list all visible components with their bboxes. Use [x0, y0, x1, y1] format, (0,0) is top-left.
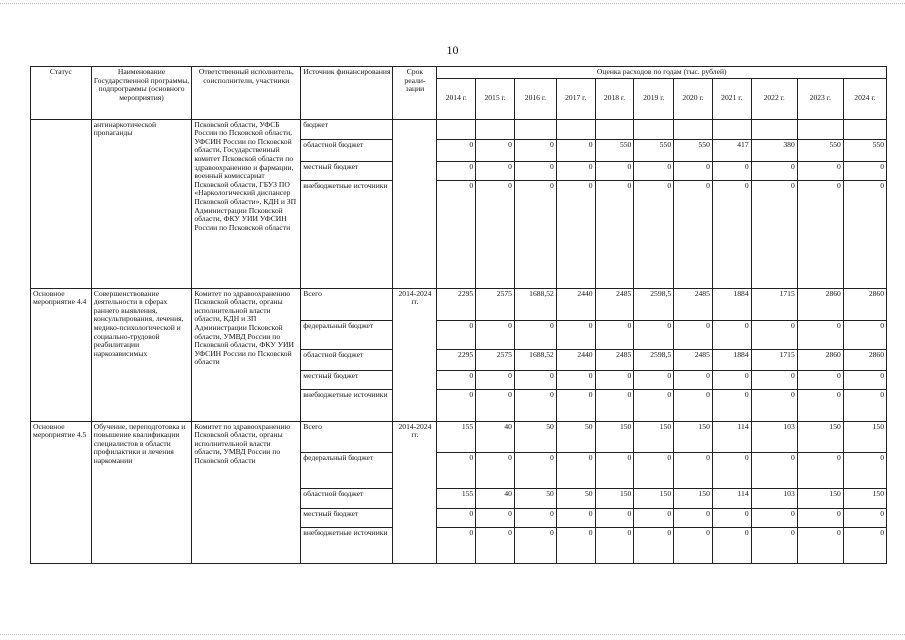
amount-cell: 0 — [674, 180, 713, 288]
amount-cell: 155 — [437, 421, 476, 452]
amount-cell — [595, 119, 634, 139]
amount-cell: 0 — [476, 180, 515, 288]
amount-cell: 150 — [843, 421, 886, 452]
amount-cell: 0 — [556, 139, 595, 161]
amount-cell: 155 — [437, 488, 476, 508]
header-year: 2018 г. — [595, 78, 634, 119]
amount-cell: 0 — [556, 452, 595, 488]
amount-cell: 0 — [843, 370, 886, 389]
amount-cell: 0 — [514, 180, 556, 288]
amount-cell: 1884 — [712, 288, 751, 320]
amount-cell: 0 — [437, 527, 476, 563]
amount-cell: 0 — [751, 370, 797, 389]
amount-cell: 0 — [843, 389, 886, 421]
header-year: 2019 г. — [634, 78, 674, 119]
amount-cell — [437, 119, 476, 139]
funding-source-cell: внебюджетные источники — [301, 527, 393, 563]
amount-cell: 50 — [514, 421, 556, 452]
term-cell: 2014-2024 гг. — [393, 288, 437, 421]
table-row — [31, 119, 887, 139]
amount-cell: 0 — [674, 389, 713, 421]
amount-cell: 0 — [476, 389, 515, 421]
amount-cell: 0 — [751, 389, 797, 421]
amount-cell: 0 — [674, 527, 713, 563]
funding-source-cell: бюджет — [301, 119, 393, 139]
amount-cell: 0 — [712, 370, 751, 389]
amount-cell: 0 — [595, 161, 634, 180]
scan-top-edge — [0, 3, 905, 4]
amount-cell: 0 — [437, 370, 476, 389]
amount-cell: 0 — [797, 452, 843, 488]
header-year: 2015 г. — [476, 78, 515, 119]
header-year: 2023 г. — [797, 78, 843, 119]
header-year: 2021 г. — [712, 78, 751, 119]
amount-cell: 0 — [712, 161, 751, 180]
amount-cell: 0 — [476, 139, 515, 161]
amount-cell: 1688,52 — [514, 349, 556, 370]
amount-cell: 0 — [476, 320, 515, 349]
amount-cell: 2860 — [797, 349, 843, 370]
amount-cell: 0 — [751, 527, 797, 563]
amount-cell — [674, 119, 713, 139]
amount-cell: 0 — [437, 139, 476, 161]
header-year: 2017 г. — [556, 78, 595, 119]
amount-cell: 0 — [634, 161, 674, 180]
amount-cell: 0 — [476, 370, 515, 389]
expenditure-table — [30, 66, 887, 564]
name-cell: антинаркотической пропаганды — [91, 119, 192, 288]
funding-source-cell: Всего — [301, 288, 393, 320]
funding-source-cell: федеральный бюджет — [301, 320, 393, 349]
amount-cell: 103 — [751, 488, 797, 508]
amount-cell: 0 — [437, 508, 476, 527]
amount-cell: 0 — [712, 527, 751, 563]
amount-cell — [556, 119, 595, 139]
amount-cell: 380 — [751, 139, 797, 161]
amount-cell: 0 — [843, 320, 886, 349]
amount-cell: 0 — [751, 320, 797, 349]
amount-cell: 2485 — [674, 288, 713, 320]
amount-cell — [712, 119, 751, 139]
amount-cell: 50 — [556, 421, 595, 452]
amount-cell: 0 — [674, 452, 713, 488]
amount-cell: 0 — [751, 161, 797, 180]
scan-bottom-edge — [0, 634, 905, 635]
header-year: 2024 г. — [843, 78, 886, 119]
funding-source-cell: местный бюджет — [301, 370, 393, 389]
amount-cell: 150 — [843, 488, 886, 508]
amount-cell: 0 — [634, 320, 674, 349]
amount-cell: 114 — [712, 421, 751, 452]
amount-cell: 2295 — [437, 288, 476, 320]
table-row — [31, 288, 887, 320]
responsible-cell: Комитет по здравоохранению Псковской области, органы исполнительной власти области, УМВД России по Псковской области — [192, 421, 301, 563]
funding-source-cell: внебюджетные источники — [301, 389, 393, 421]
header-status: Статус — [31, 67, 92, 120]
amount-cell: 0 — [514, 370, 556, 389]
header-name: Наименование Государственной программы, подпрограммы (основного мероприятия) — [91, 67, 192, 120]
amount-cell: 0 — [797, 370, 843, 389]
amount-cell: 0 — [476, 161, 515, 180]
amount-cell: 0 — [556, 180, 595, 288]
amount-cell: 0 — [674, 508, 713, 527]
amount-cell — [843, 119, 886, 139]
funding-source-cell: местный бюджет — [301, 508, 393, 527]
amount-cell: 0 — [634, 452, 674, 488]
responsible-cell: Псковской области, УФСБ России по Псковской области, УФСИН России по Псковской области, Государственный комитет Псковской области по здравоохранению и фармации, военный комиссариат Псковской области, ГБУЗ ПО «Наркологический диспансер Псковской области», КДН и ЗП Администрации Псковской области, ФКУ УИИ УФСИН России по Псковской области — [192, 119, 301, 288]
amount-cell: 0 — [751, 452, 797, 488]
amount-cell — [797, 119, 843, 139]
page-number: 10 — [446, 43, 459, 57]
amount-cell: 0 — [437, 389, 476, 421]
amount-cell: 0 — [514, 508, 556, 527]
amount-cell: 0 — [514, 452, 556, 488]
header-estimate: Оценка расходов по годам (тыс. рублей) — [437, 67, 887, 79]
amount-cell: 0 — [712, 452, 751, 488]
amount-cell: 0 — [712, 508, 751, 527]
amount-cell: 1715 — [751, 349, 797, 370]
funding-source-cell: федеральный бюджет — [301, 452, 393, 488]
status-cell: Основное мероприятие 4.4 — [31, 288, 92, 421]
amount-cell: 0 — [634, 508, 674, 527]
table-row — [31, 421, 887, 452]
amount-cell: 0 — [595, 452, 634, 488]
amount-cell: 150 — [595, 488, 634, 508]
amount-cell: 0 — [556, 527, 595, 563]
amount-cell: 2860 — [797, 288, 843, 320]
amount-cell: 150 — [674, 488, 713, 508]
amount-cell: 0 — [437, 180, 476, 288]
amount-cell: 2598,5 — [634, 349, 674, 370]
amount-cell: 0 — [476, 452, 515, 488]
amount-cell: 40 — [476, 488, 515, 508]
amount-cell: 0 — [556, 389, 595, 421]
amount-cell: 0 — [634, 389, 674, 421]
term-cell: 2014-2024 гг. — [393, 421, 437, 563]
amount-cell: 150 — [634, 421, 674, 452]
amount-cell: 550 — [674, 139, 713, 161]
amount-cell: 50 — [556, 488, 595, 508]
term-cell — [393, 119, 437, 288]
amount-cell: 2485 — [674, 349, 713, 370]
amount-cell: 150 — [797, 421, 843, 452]
funding-source-cell: областной бюджет — [301, 349, 393, 370]
amount-cell: 150 — [797, 488, 843, 508]
header-year: 2020 г. — [674, 78, 713, 119]
amount-cell: 2598,5 — [634, 288, 674, 320]
amount-cell: 103 — [751, 421, 797, 452]
amount-cell: 0 — [595, 527, 634, 563]
amount-cell: 0 — [797, 180, 843, 288]
amount-cell: 0 — [556, 161, 595, 180]
responsible-cell: Комитет по здравоохранению Псковской области, органы исполнительной власти области, КДН и ЗП Администрации Псковской области, УМВД России по Псковской области, ФКУ УИИ УФСИН России по Псковской области — [192, 288, 301, 421]
header-year: 2016 г. — [514, 78, 556, 119]
funding-source-cell: областной бюджет — [301, 488, 393, 508]
header-year: 2014 г. — [437, 78, 476, 119]
header-year: 2022 г. — [751, 78, 797, 119]
amount-cell: 550 — [843, 139, 886, 161]
amount-cell: 0 — [634, 180, 674, 288]
amount-cell: 150 — [595, 421, 634, 452]
amount-cell: 2860 — [843, 349, 886, 370]
amount-cell: 0 — [595, 508, 634, 527]
amount-cell: 0 — [476, 527, 515, 563]
amount-cell: 2485 — [595, 288, 634, 320]
amount-cell: 0 — [595, 180, 634, 288]
status-cell: Основное мероприятие 4.5 — [31, 421, 92, 563]
amount-cell: 0 — [556, 370, 595, 389]
amount-cell: 0 — [797, 161, 843, 180]
funding-source-cell: внебюджетные источники — [301, 180, 393, 288]
amount-cell: 0 — [437, 161, 476, 180]
amount-cell: 0 — [437, 452, 476, 488]
amount-cell: 0 — [437, 320, 476, 349]
amount-cell: 417 — [712, 139, 751, 161]
amount-cell: 2860 — [843, 288, 886, 320]
amount-cell: 50 — [514, 488, 556, 508]
amount-cell: 2440 — [556, 349, 595, 370]
amount-cell: 0 — [595, 389, 634, 421]
amount-cell: 2575 — [476, 288, 515, 320]
header-responsible: Ответственный исполнитель, соисполнители, участники — [192, 67, 301, 120]
amount-cell: 0 — [514, 527, 556, 563]
amount-cell: 0 — [843, 508, 886, 527]
amount-cell: 0 — [712, 180, 751, 288]
amount-cell: 0 — [712, 320, 751, 349]
amount-cell: 550 — [595, 139, 634, 161]
amount-cell: 1884 — [712, 349, 751, 370]
amount-cell: 0 — [634, 527, 674, 563]
amount-cell: 0 — [843, 161, 886, 180]
amount-cell — [514, 119, 556, 139]
amount-cell: 0 — [674, 161, 713, 180]
amount-cell: 2575 — [476, 349, 515, 370]
amount-cell: 0 — [514, 389, 556, 421]
name-cell: Обучение, переподготовка и повышение квалификации специалистов в области профилактики и лечения наркомании — [91, 421, 192, 563]
amount-cell — [634, 119, 674, 139]
amount-cell: 0 — [674, 320, 713, 349]
amount-cell: 0 — [476, 508, 515, 527]
amount-cell — [751, 119, 797, 139]
amount-cell: 1715 — [751, 288, 797, 320]
amount-cell: 550 — [797, 139, 843, 161]
amount-cell: 550 — [634, 139, 674, 161]
amount-cell: 0 — [634, 370, 674, 389]
funding-source-cell: местный бюджет — [301, 161, 393, 180]
header-term: Срок реали-зации — [393, 67, 437, 120]
amount-cell: 0 — [797, 320, 843, 349]
amount-cell: 0 — [712, 389, 751, 421]
amount-cell: 0 — [751, 508, 797, 527]
amount-cell: 0 — [797, 389, 843, 421]
amount-cell: 0 — [514, 320, 556, 349]
funding-source-cell: Всего — [301, 421, 393, 452]
amount-cell — [476, 119, 515, 139]
amount-cell: 40 — [476, 421, 515, 452]
amount-cell: 0 — [674, 370, 713, 389]
amount-cell: 2295 — [437, 349, 476, 370]
amount-cell: 0 — [843, 180, 886, 288]
amount-cell: 0 — [556, 320, 595, 349]
amount-cell: 0 — [843, 452, 886, 488]
amount-cell: 114 — [712, 488, 751, 508]
status-cell — [31, 119, 92, 288]
amount-cell: 1688,52 — [514, 288, 556, 320]
amount-cell: 0 — [556, 508, 595, 527]
funding-source-cell: областной бюджет — [301, 139, 393, 161]
amount-cell: 0 — [751, 180, 797, 288]
amount-cell: 0 — [595, 320, 634, 349]
header-source: Источник финансирования — [301, 67, 393, 120]
amount-cell: 150 — [674, 421, 713, 452]
amount-cell: 2440 — [556, 288, 595, 320]
name-cell: Совершенствование деятельности в сферах раннего выявления, консультирования, лечения, медико-психологической и социально-трудовой реабилитации наркозависимых — [91, 288, 192, 421]
amount-cell: 0 — [595, 370, 634, 389]
amount-cell: 0 — [797, 508, 843, 527]
amount-cell: 150 — [634, 488, 674, 508]
amount-cell: 0 — [514, 139, 556, 161]
amount-cell: 0 — [797, 527, 843, 563]
amount-cell: 0 — [843, 527, 886, 563]
amount-cell: 2485 — [595, 349, 634, 370]
amount-cell: 0 — [514, 161, 556, 180]
